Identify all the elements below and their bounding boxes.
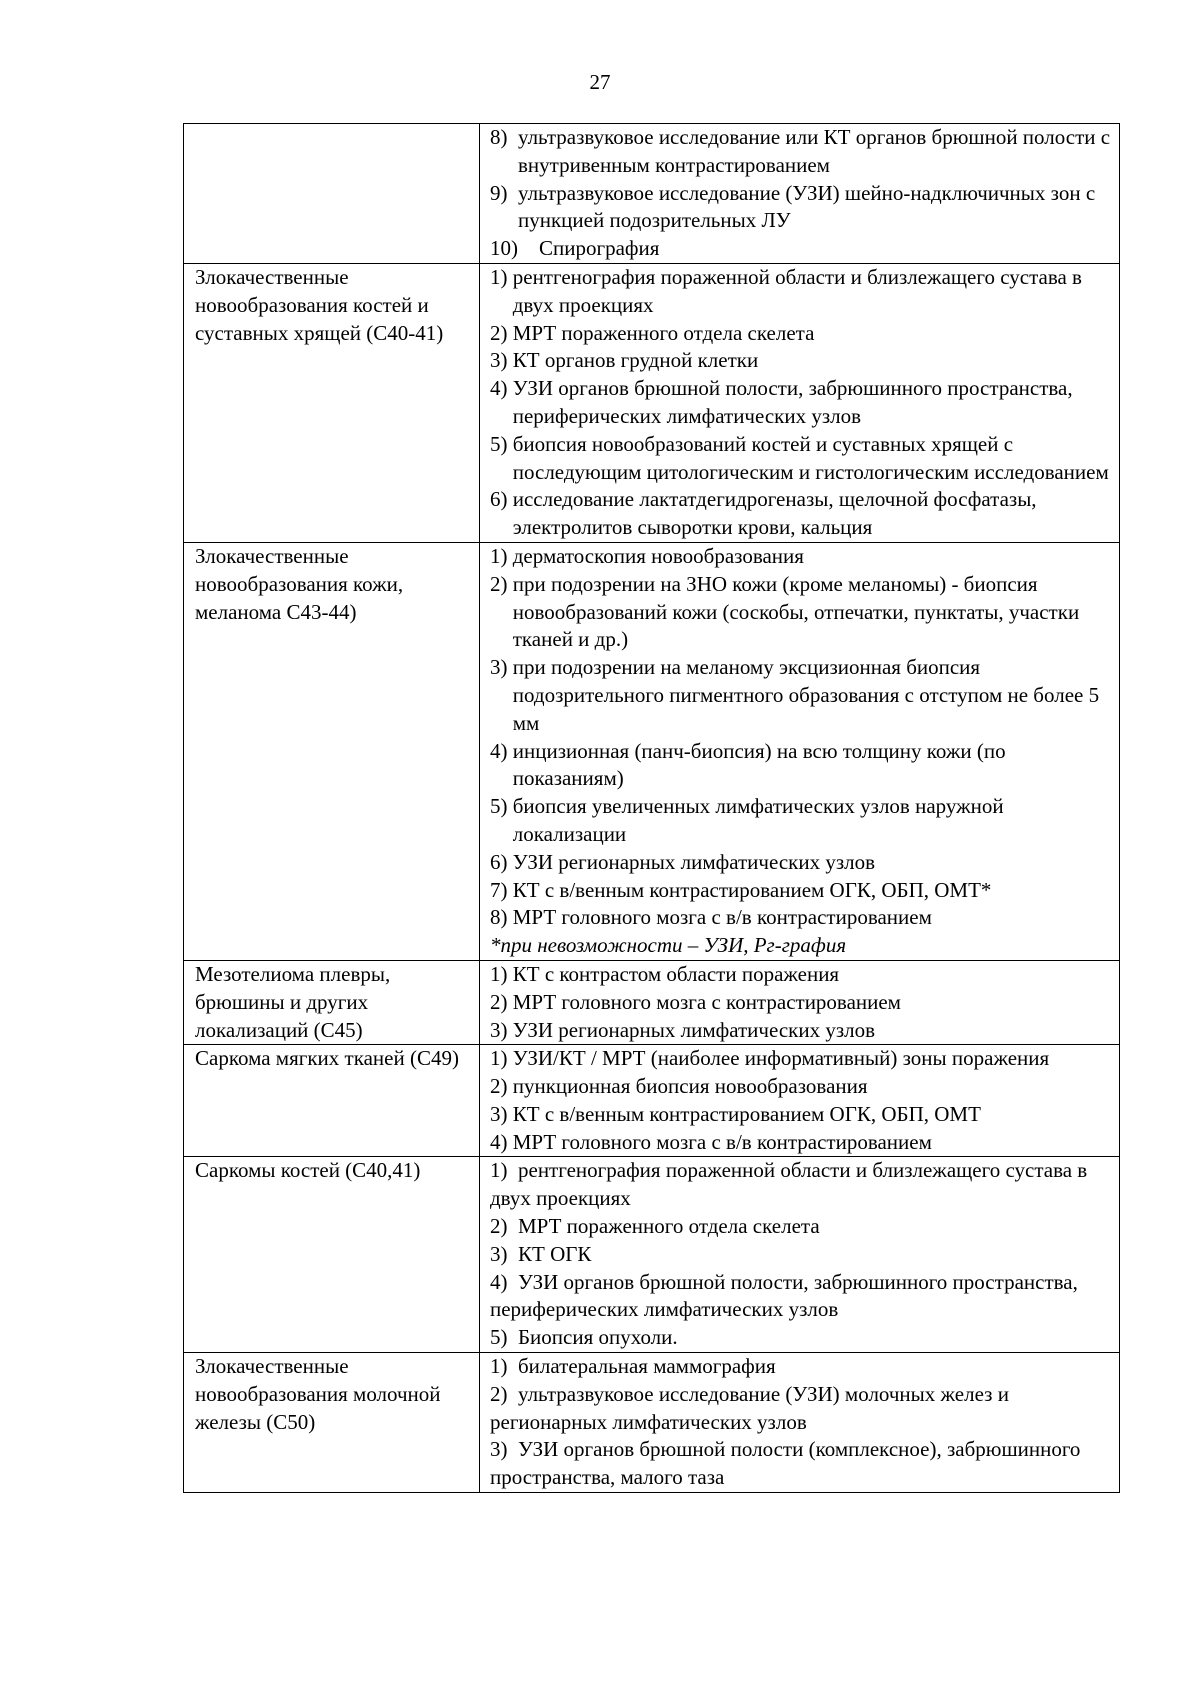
list-item — [490, 1381, 1115, 1437]
item-number: 5) — [490, 1325, 518, 1350]
list-item — [490, 571, 1115, 654]
item-number: 6) — [490, 487, 513, 512]
category-cell: Мезотелиома плевры, брюшины и других локализаций (С45) — [184, 960, 480, 1044]
item-text: МРТ пораженного отдела скелета — [518, 1214, 820, 1239]
item-text: КТ ОГК — [518, 1241, 592, 1266]
item-text: КТ с контрастом области поражения — [512, 961, 840, 986]
list-item — [490, 738, 1115, 794]
item-text: рентгенография пораженной области и близлежащего сустава в двух проекциях — [512, 264, 1082, 317]
examinations-cell — [480, 542, 1120, 960]
item-text: МРТ головного мозга с в/в контрастированием — [512, 1129, 932, 1154]
item-text: УЗИ/КТ / МРТ (наиболее информативный) зоны поражения — [512, 1046, 1050, 1071]
category-cell: Саркома мягких тканей (С49) — [184, 1045, 480, 1157]
item-number: 5) — [490, 794, 513, 819]
item-text: УЗИ регионарных лимфатических узлов — [512, 849, 876, 874]
item-number: 3) — [490, 1437, 518, 1462]
list-item — [490, 1353, 1115, 1381]
item-number: 2) — [490, 1214, 518, 1239]
item-text: МРТ головного мозга с контрастированием — [512, 989, 901, 1014]
category-cell: Злокачественные новообразования молочной железы (С50) — [184, 1353, 480, 1493]
item-text: МРТ пораженного отдела скелета — [512, 320, 815, 345]
category-cell — [184, 124, 480, 264]
item-number: 4) — [490, 1129, 513, 1154]
examinations-table — [183, 123, 1120, 1493]
list-item — [490, 989, 1115, 1017]
examinations-cell — [480, 1045, 1120, 1157]
item-text: УЗИ органов брюшной полости (комплексное), забрюшинного пространства, малого таза — [490, 1437, 1081, 1490]
list-item — [490, 1324, 1115, 1352]
table-row — [184, 263, 1120, 542]
examinations-cell — [480, 1157, 1120, 1353]
item-number: 4) — [490, 376, 513, 401]
item-text: билатеральная маммография — [518, 1354, 776, 1379]
item-text: дерматоскопия новообразования — [512, 543, 804, 568]
item-number: 2) — [490, 989, 513, 1014]
list-item — [490, 877, 1115, 905]
table-row — [184, 542, 1120, 960]
list-item — [490, 264, 1115, 320]
item-text: пункционная биопсия новообразования — [512, 1074, 868, 1099]
item-text: КТ с в/венным контрастированием ОГК, ОБП, ОМТ — [512, 1101, 981, 1126]
item-number: 2) — [490, 571, 513, 596]
list-item — [490, 320, 1115, 348]
item-text: УЗИ органов брюшной полости, забрюшинного пространства, периферических лимфатических узлов — [512, 376, 1073, 428]
footnote: *при невозможности – УЗИ, Рг-графия — [490, 933, 847, 958]
list-item — [490, 654, 1115, 737]
list-item — [490, 1269, 1115, 1325]
examinations-cell — [480, 124, 1120, 264]
item-text: ультразвуковое исследование (УЗИ) молочных желез и регионарных лимфатических узлов — [490, 1381, 1009, 1434]
examinations-cell — [480, 1353, 1120, 1493]
table-row — [184, 1353, 1120, 1493]
list-item — [490, 486, 1115, 542]
item-number: 2) — [490, 320, 513, 345]
item-text: КТ с в/венным контрастированием ОГК, ОБП, ОМТ* — [512, 877, 992, 902]
category-cell: Злокачественные новообразования костей и суставных хрящей (С40-41) — [184, 263, 480, 542]
item-text: УЗИ органов брюшной полости, забрюшинного пространства, периферических лимфатических узлов — [490, 1269, 1078, 1322]
item-number: 8) — [490, 125, 518, 149]
list-item — [490, 793, 1115, 849]
list-item — [490, 961, 1115, 989]
list-item — [490, 1045, 1115, 1073]
item-number: 3) — [490, 1017, 513, 1042]
list-item — [490, 1213, 1115, 1241]
item-number: 2) — [490, 1074, 513, 1099]
list-item — [490, 1073, 1115, 1101]
item-number: 3) — [490, 1101, 513, 1126]
list-item — [490, 124, 1115, 180]
category-cell: Злокачественные новообразования кожи, меланома С43-44) — [184, 542, 480, 960]
item-text: КТ органов грудной клетки — [512, 348, 759, 373]
item-text: при подозрении на меланому эксцизионная биопсия подозрительного пигментного образования с отступом не более 5 мм — [512, 655, 1100, 735]
item-text: МРТ головного мозга с в/в контрастированием — [512, 905, 932, 930]
list-item — [490, 1101, 1115, 1129]
list-item — [490, 1129, 1115, 1157]
item-text: ультразвуковое исследование или КТ органов брюшной полости с внутривенным контрастированием — [518, 125, 1111, 177]
item-text: биопсия увеличенных лимфатических узлов наружной локализации — [512, 794, 1004, 846]
item-number: 6) — [490, 849, 513, 874]
item-number: 1) — [490, 1046, 513, 1071]
item-text: при подозрении на ЗНО кожи (кроме меланомы) - биопсия новообразований кожи (соскобы, отпечатки, пунктаты, участки тканей и др.) — [512, 571, 1080, 652]
item-text: инцизионная (панч-биопсия) на всю толщину кожи (по показаниям) — [512, 738, 1006, 791]
table-row — [184, 960, 1120, 1044]
list-item — [490, 431, 1115, 487]
item-number: 1) — [490, 264, 513, 289]
category-cell: Саркомы костей (С40,41) — [184, 1157, 480, 1353]
table-row — [184, 1157, 1120, 1353]
list-item — [490, 1157, 1115, 1213]
page-number: 27 — [589, 70, 611, 94]
list-item — [490, 904, 1115, 932]
list-item — [490, 543, 1115, 571]
list-item — [490, 347, 1115, 375]
item-number: 3) — [490, 655, 513, 680]
item-text: Спирография — [539, 236, 660, 261]
list-item — [490, 375, 1115, 431]
item-number: 9) — [490, 180, 518, 205]
item-number: 5) — [490, 431, 513, 456]
list-item — [490, 1241, 1115, 1269]
item-text: Биопсия опухоли. — [518, 1325, 678, 1350]
table-row — [184, 124, 1120, 264]
item-text: исследование лактатдегидрогеназы, щелочной фосфатазы, электролитов сыворотки крови, кальция — [512, 487, 1037, 540]
item-number: 10) — [490, 236, 539, 261]
item-number: 4) — [490, 738, 513, 763]
item-number: 4) — [490, 1269, 518, 1294]
item-number: 2) — [490, 1381, 518, 1406]
list-item — [490, 235, 1115, 263]
item-number: 1) — [490, 1354, 518, 1379]
list-item — [490, 180, 1115, 236]
table-row — [184, 1045, 1120, 1157]
item-number: 3) — [490, 348, 513, 373]
list-item — [490, 1017, 1115, 1045]
item-text: ультразвуковое исследование (УЗИ) шейно-надключичных зон с пункцией подозрительных ЛУ — [518, 180, 1096, 233]
examinations-cell — [480, 960, 1120, 1044]
list-item — [490, 1436, 1115, 1492]
item-number: 8) — [490, 905, 513, 930]
examinations-cell — [480, 263, 1120, 542]
item-text: рентгенография пораженной области и близлежащего сустава в двух проекциях — [490, 1158, 1088, 1211]
item-number: 3) — [490, 1241, 518, 1266]
list-item — [490, 849, 1115, 877]
item-number: 1) — [490, 1158, 518, 1183]
item-text: биопсия новообразований костей и суставных хрящей с последующим цитологическим и гистологическим исследованием — [512, 431, 1109, 484]
item-number: 1) — [490, 543, 513, 568]
item-number: 1) — [490, 961, 513, 986]
item-text: УЗИ регионарных лимфатических узлов — [512, 1017, 876, 1042]
item-number: 7) — [490, 877, 513, 902]
